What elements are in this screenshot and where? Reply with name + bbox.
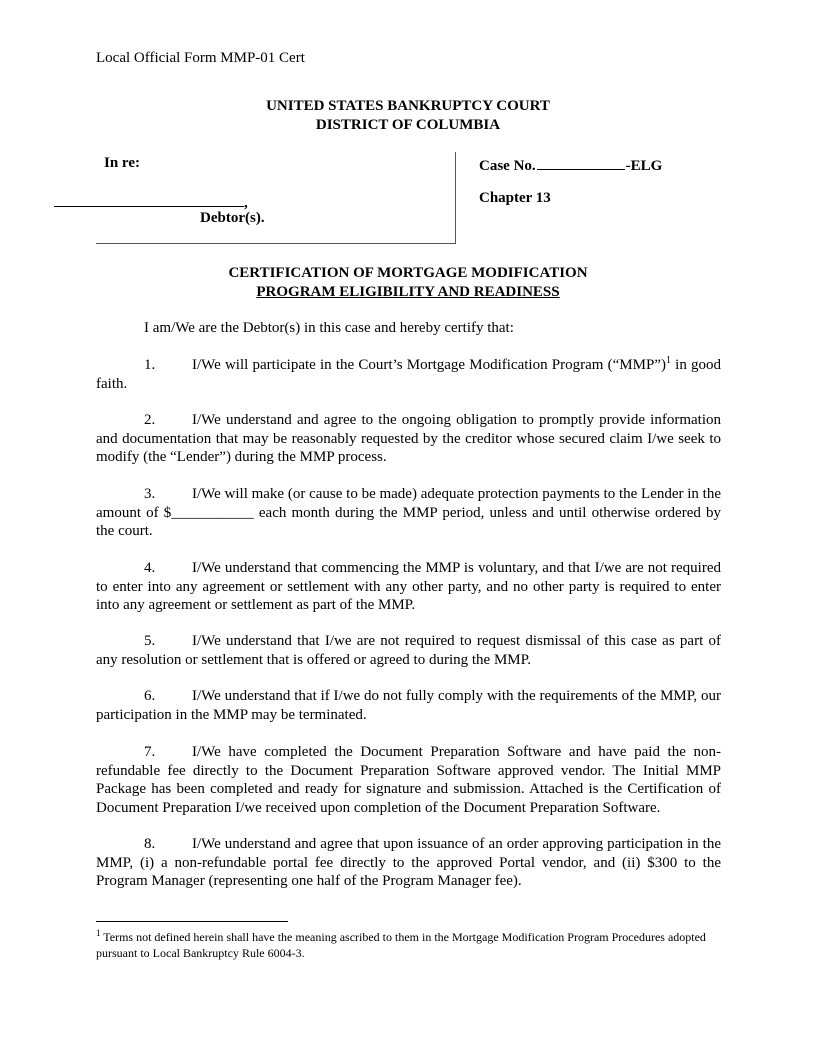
- paragraph-5: [96, 632, 721, 669]
- in-re-label: In re:: [104, 155, 140, 171]
- case-no-suffix: -ELG: [625, 158, 663, 174]
- paragraph-number: 3.: [144, 486, 156, 502]
- paragraph-text: I/We understand that I/we are not required to request dismissal of this case as part of any resolution or settlement that is offered or agreed to during the MMP.: [96, 633, 721, 668]
- paragraph-3: [96, 485, 721, 541]
- paragraph-8: [96, 835, 721, 891]
- paragraph-text: I/We have completed the Document Preparation Software and have paid the non-refundable fee directly to the Document Preparation Software approved vendor. The Initial MMP Package has been completed and ready for signature and submission. Attached is the Certification of Document Preparation I/we received upon completion of the Document Preparation Software.: [96, 744, 721, 816]
- court-name: UNITED STATES BANKRUPTCY COURT: [266, 98, 550, 114]
- footnote-separator: [96, 921, 288, 922]
- paragraph-6: [96, 687, 721, 724]
- footnote-text: Terms not defined herein shall have the meaning ascribed to them in the Mortgage Modification Program Procedures adopted pursuant to Local Bankruptcy Rule 6004-3.: [96, 930, 706, 960]
- paragraph-text: I/We will participate in the Court’s Mortgage Modification Program (“MMP”): [192, 357, 666, 373]
- case-number-line: [537, 155, 625, 170]
- paragraph-4: [96, 559, 721, 615]
- court-district: DISTRICT OF COLUMBIA: [315, 117, 501, 133]
- paragraph-number: 1.: [144, 357, 156, 373]
- paragraph-number: 5.: [144, 633, 156, 649]
- footnote-ref: 1: [665, 355, 671, 366]
- paragraph-text: I/We understand and agree to the ongoing obligation to promptly provide information and documentation that may be reasonably requested by the creditor whose secured claim I/we seek to modify (the “Lender”) during the MMP process.: [96, 412, 721, 465]
- paragraph-2: [96, 411, 721, 467]
- paragraph-1: [96, 356, 721, 393]
- caption-horizontal-rule: [96, 243, 456, 244]
- paragraph-number: 7.: [144, 744, 156, 760]
- chapter-label: Chapter 13: [479, 190, 551, 206]
- intro-statement: I am/We are the Debtor(s) in this case and hereby certify that:: [144, 320, 514, 336]
- paragraph-text: I/We will make (or cause to be made) adequate protection payments to the Lender in the amount of $___________ each month during the MMP period, unless and until otherwise ordered by the court.: [96, 486, 722, 539]
- debtor-comma: ,: [244, 195, 248, 211]
- paragraph-number: 2.: [144, 412, 156, 428]
- document-title-line1: CERTIFICATION OF MORTGAGE MODIFICATION: [228, 265, 588, 281]
- case-number: [479, 155, 662, 175]
- form-identifier: Local Official Form MMP-01 Cert: [96, 50, 305, 66]
- debtor-name-line: [54, 192, 244, 207]
- footnote-marker: 1: [96, 928, 101, 938]
- paragraph-number: 8.: [144, 836, 156, 852]
- debtor-label: Debtor(s).: [200, 210, 265, 226]
- paragraph-text-after: in good faith.: [96, 357, 722, 392]
- case-no-label: Case No.: [479, 158, 536, 174]
- paragraph-text: I/We understand that commencing the MMP is voluntary, and that I/we are not required to enter into any agreement or settlement with any other party, and no other party is required to enter into any agreement or settlement as part of the MMP.: [96, 560, 721, 613]
- paragraph-text: I/We understand and agree that upon issuance of an order approving participation in the MMP, (i) a non-refundable portal fee directly to the approved Portal vendor, and (ii) $300 to the Program Manager (representing one half of the Program Manager fee).: [96, 836, 721, 889]
- footnote: [96, 930, 721, 961]
- paragraph-number: 4.: [144, 560, 156, 576]
- paragraph-number: 6.: [144, 688, 156, 704]
- debtor-name-blank: [54, 192, 248, 212]
- paragraph-7: [96, 743, 721, 817]
- document-title-line2: PROGRAM ELIGIBILITY AND READINESS: [256, 284, 560, 300]
- paragraph-text: I/We understand that if I/we do not fully comply with the requirements of the MMP, our participation in the MMP may be terminated.: [96, 688, 721, 723]
- caption-vertical-rule: [455, 152, 456, 244]
